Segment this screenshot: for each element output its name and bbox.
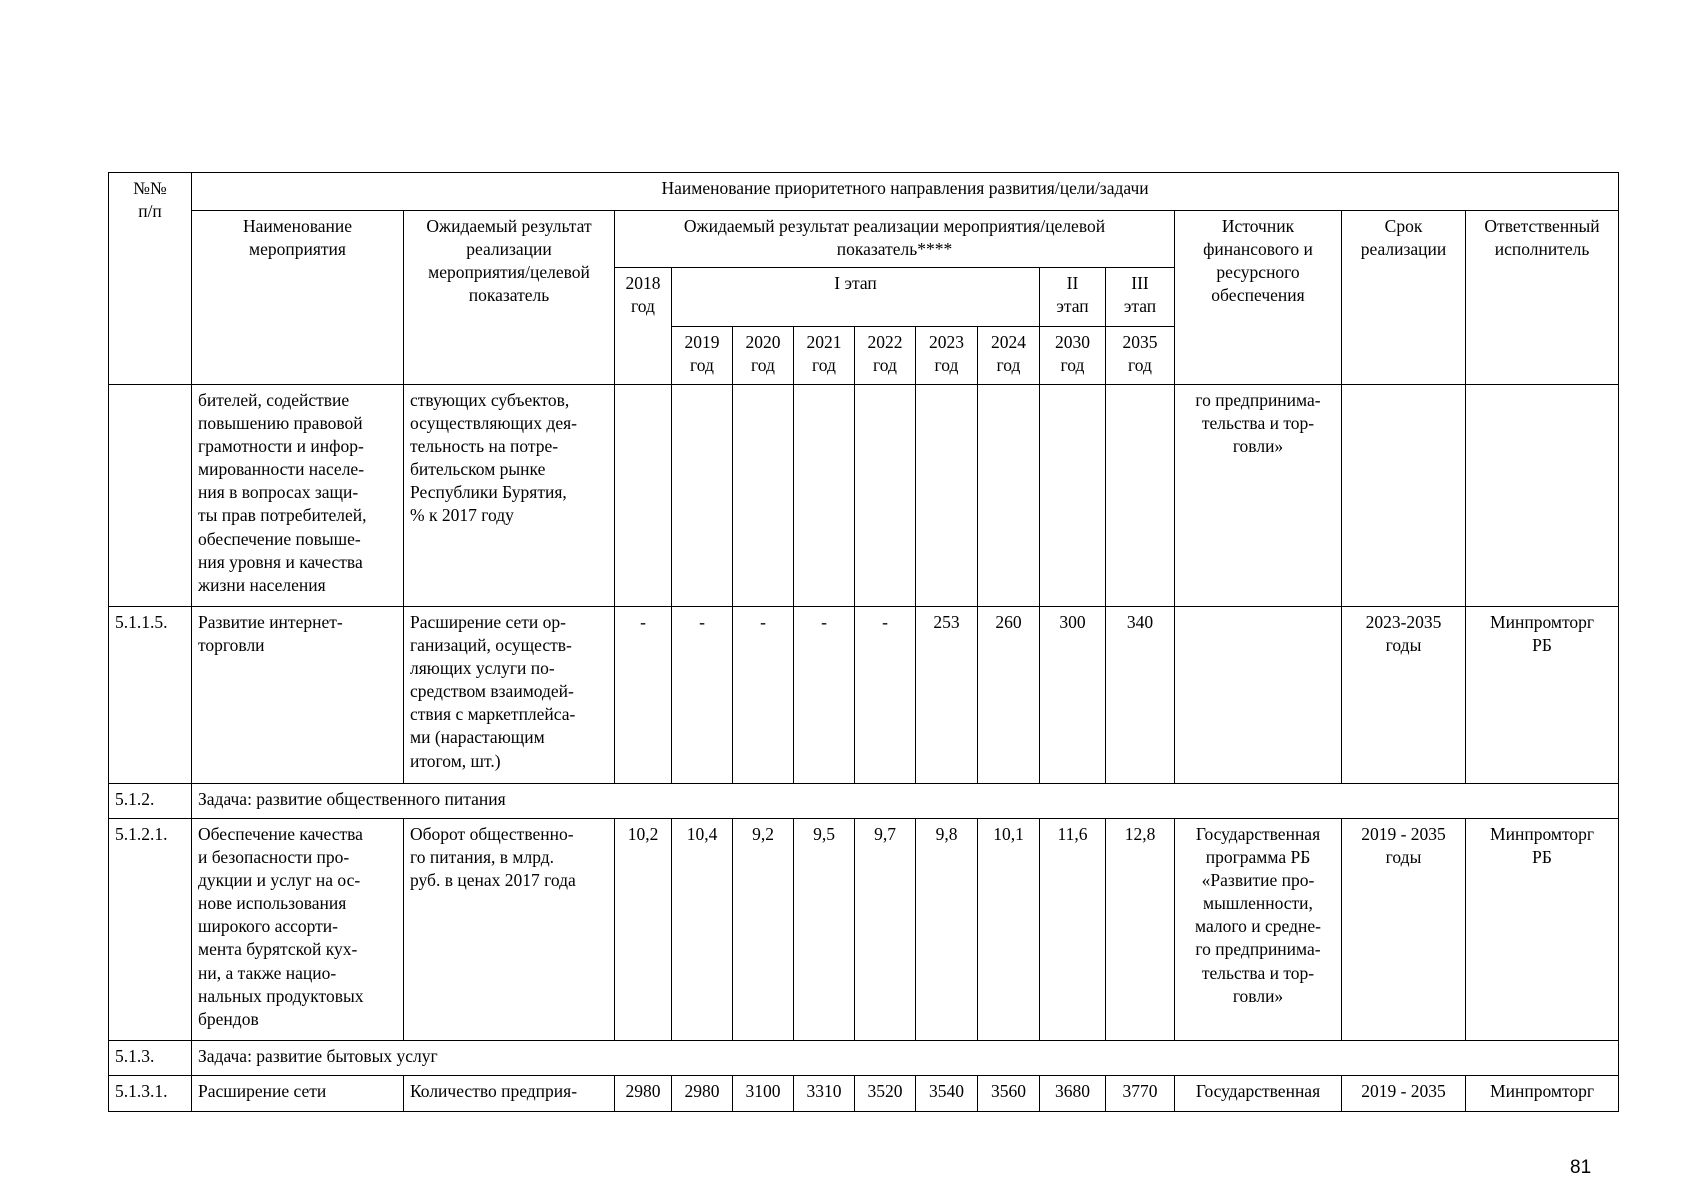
table-row — [109, 607, 1619, 784]
implementation-term: 2023-2035 годы — [1342, 607, 1466, 784]
indicator-value: 10,4 — [672, 819, 733, 1041]
funding-source: го предпринима- тельства и тор- говли» — [1175, 385, 1342, 607]
indicator-value: - — [855, 607, 916, 784]
header-year: 2030 год — [1040, 327, 1106, 385]
indicator-value: 300 — [1040, 607, 1106, 784]
indicator-value: 3680 — [1040, 1076, 1106, 1112]
row-number: 5.1.3. — [109, 1041, 192, 1076]
indicator-value — [978, 385, 1040, 607]
indicator-value: 253 — [916, 607, 978, 784]
indicator-value: 3540 — [916, 1076, 978, 1112]
header-year: 2019 год — [672, 327, 733, 385]
expected-result: Расширение сети ор- ганизаций, осуществ- ляющих услуги по- средством взаимодей- ствия с маркетплейса- ми (нарастающим итогом, шт.) — [404, 607, 615, 784]
responsible-executor — [1466, 385, 1619, 607]
header-title: Наименование приоритетного направления развития/цели/задачи — [192, 173, 1619, 211]
header-responsible: Ответственный исполнитель — [1466, 211, 1619, 385]
header-year: 2020 год — [733, 327, 794, 385]
header-year: 2035 год — [1106, 327, 1175, 385]
indicator-value — [672, 385, 733, 607]
event-name: Развитие интернет- торговли — [192, 607, 404, 784]
funding-source — [1175, 607, 1342, 784]
table-row — [109, 385, 1619, 607]
funding-source: Государственная программа РБ «Развитие про- мышленности, малого и средне- го предпринима- тельства и тор- говли» — [1175, 819, 1342, 1041]
row-number: 5.1.1.5. — [109, 607, 192, 784]
header-year-2018: 2018 год — [615, 268, 672, 385]
expected-result: Оборот общественно- го питания, в млрд. руб. в ценах 2017 года — [404, 819, 615, 1041]
header-stage-1: I этап — [672, 268, 1040, 327]
header-year: 2021 год — [794, 327, 855, 385]
indicator-value: 3560 — [978, 1076, 1040, 1112]
task-row — [109, 1041, 1619, 1076]
indicator-value: 9,2 — [733, 819, 794, 1041]
header-year: 2022 год — [855, 327, 916, 385]
header-expected-years: Ожидаемый результат реализации мероприятия/целевой показатель**** — [615, 211, 1175, 268]
indicator-value: 10,2 — [615, 819, 672, 1041]
task-title: Задача: развитие общественного питания — [192, 784, 1619, 819]
implementation-term: 2019 - 2035 — [1342, 1076, 1466, 1112]
indicator-value: - — [794, 607, 855, 784]
event-name: Расширение сети — [192, 1076, 404, 1112]
row-number: 5.1.3.1. — [109, 1076, 192, 1112]
header-stage-2: II этап — [1040, 268, 1106, 327]
header-num: №№ п/п — [109, 173, 192, 385]
indicator-value — [794, 385, 855, 607]
indicator-value: 2980 — [672, 1076, 733, 1112]
task-title: Задача: развитие бытовых услуг — [192, 1041, 1619, 1076]
indicator-value: - — [733, 607, 794, 784]
indicator-value — [733, 385, 794, 607]
indicator-value: 2980 — [615, 1076, 672, 1112]
responsible-executor: Минпромторг — [1466, 1076, 1619, 1112]
header-expected: Ожидаемый результат реализации мероприятия/целевой показатель — [404, 211, 615, 385]
header-stage-3: III этап — [1106, 268, 1175, 327]
indicator-value — [855, 385, 916, 607]
funding-source: Государственная — [1175, 1076, 1342, 1112]
indicator-value — [916, 385, 978, 607]
row-number: 5.1.2.1. — [109, 819, 192, 1041]
indicator-value: 3100 — [733, 1076, 794, 1112]
expected-result: ствующих субъектов, осуществляющих дея- тельность на потре- бительском рынке Республики Бурятия, % к 2017 году — [404, 385, 615, 607]
header-event: Наименование мероприятия — [192, 211, 404, 385]
indicator-value — [1040, 385, 1106, 607]
implementation-term — [1342, 385, 1466, 607]
indicator-value: 10,1 — [978, 819, 1040, 1041]
page-number: 81 — [1570, 1157, 1592, 1178]
indicator-value: 9,5 — [794, 819, 855, 1041]
indicator-value: - — [672, 607, 733, 784]
header-source: Источник финансового и ресурсного обеспечения — [1175, 211, 1342, 385]
task-row — [109, 784, 1619, 819]
indicator-value: 3520 — [855, 1076, 916, 1112]
row-number: 5.1.2. — [109, 784, 192, 819]
responsible-executor: Минпромторг РБ — [1466, 819, 1619, 1041]
plan-table — [108, 172, 1619, 1112]
indicator-value: - — [615, 607, 672, 784]
header-year: 2024 год — [978, 327, 1040, 385]
indicator-value — [1106, 385, 1175, 607]
indicator-value: 9,8 — [916, 819, 978, 1041]
indicator-value: 3310 — [794, 1076, 855, 1112]
event-name: бителей, содействие повышению правовой грамотности и инфор- мированности населе- ния в вопросах защи- ты прав потребителей, обеспечение повыше- ния уровня и качества жизни населения — [192, 385, 404, 607]
indicator-value — [615, 385, 672, 607]
responsible-executor: Минпромторг РБ — [1466, 607, 1619, 784]
indicator-value: 260 — [978, 607, 1040, 784]
indicator-value: 9,7 — [855, 819, 916, 1041]
event-name: Обеспечение качества и безопасности про- дукции и услуг на ос- нове использования широкого ассорти- мента бурятской кух- ни, а также нацио- нальных продуктовых брендов — [192, 819, 404, 1041]
table-row — [109, 819, 1619, 1041]
indicator-value: 3770 — [1106, 1076, 1175, 1112]
implementation-term: 2019 - 2035 годы — [1342, 819, 1466, 1041]
indicator-value: 12,8 — [1106, 819, 1175, 1041]
row-number — [109, 385, 192, 607]
indicator-value: 340 — [1106, 607, 1175, 784]
header-term: Срок реализации — [1342, 211, 1466, 385]
header-year: 2023 год — [916, 327, 978, 385]
table-row — [109, 1076, 1619, 1112]
indicator-value: 11,6 — [1040, 819, 1106, 1041]
expected-result: Количество предприя- — [404, 1076, 615, 1112]
